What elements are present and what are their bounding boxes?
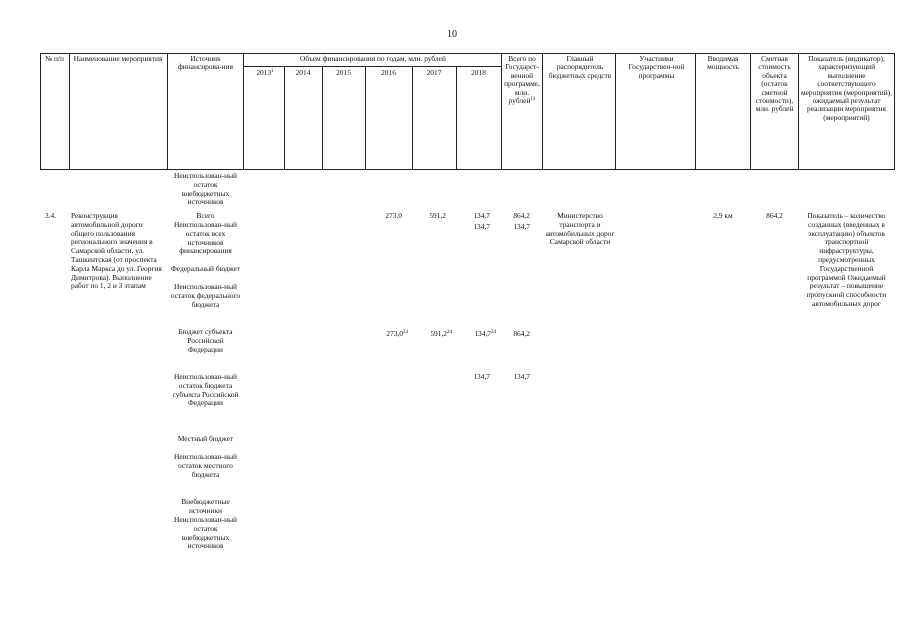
header-source: Источник финансирова-ния xyxy=(177,54,233,72)
header-capacity: Вводимая мощность xyxy=(707,54,739,72)
header-participants: Участники Государствен-ной программы xyxy=(628,54,685,80)
header-year-2016: 2016 xyxy=(381,68,396,77)
row-capacity: 2,9 км xyxy=(713,211,733,220)
source-label-unused-local: Неиспользован-ный остаток местного бюджета xyxy=(173,452,237,479)
source-label-extrabudget: Внебюджетные источники xyxy=(181,497,230,515)
source-label-local: Местный бюджет xyxy=(177,434,234,443)
value-unused-regional-2018: 134,7 xyxy=(473,372,490,381)
source-label-unused-extrabudget: Неиспользован-ный остаток внебюджетных источников xyxy=(173,515,237,551)
source-label-total: Всего xyxy=(196,211,215,220)
value-total-2017: 591,2 xyxy=(429,211,446,220)
value-regional-program: 864,2 xyxy=(513,329,530,338)
header-distributor: Главный распорядитель бюджетных средств xyxy=(548,54,612,80)
source-label-unused-regional: Неиспользован-ный остаток бюджета субъекта Российской Федерации xyxy=(172,372,239,408)
source-label-unused-federal: Неиспользован-ный остаток федерального бюджета xyxy=(170,282,241,309)
value-total-2016: 273,0 xyxy=(385,211,402,220)
value-total-program: 864,2 xyxy=(513,211,530,220)
header-indicator: Показатель (индикатор), характеризующий выполнение соответствующего мероприятия (мероприятий), ожидаемый результат реализации мероприятия (мероприятий) xyxy=(800,54,893,122)
value-regional-2016: 273,0$^{24}$ xyxy=(386,329,408,338)
value-unused-regional-program: 134,7 xyxy=(513,372,530,381)
value-unused-all-program: 134,7 xyxy=(513,222,530,231)
row-distributor: Министерство транспорта и автомобильных дорог Самарской области xyxy=(545,211,615,247)
header-year-2013: 2013$^1$ xyxy=(256,68,274,77)
header-year-2015: 2015 xyxy=(336,68,351,77)
source-label-regional: Бюджет субъекта Российской Федерации xyxy=(178,327,233,354)
row-name: Реконструкция автомобильной дороги общего пользования регионального значения в Самарской области, ул. Ташкентская (от проспекта Карла Маркса до ул. Георгия Димитрова). Выполнение работ по 1, 2 и 3 этапам xyxy=(71,211,162,291)
source-label-federal: Федеральный бюджет xyxy=(170,264,241,273)
header-cost: Сметная стоимость объекта (остаток сметной стоимости), млн. рублей xyxy=(755,54,794,114)
row-indicator: Показатель – количество созданных (введенных в эксплуатацию) объектов транспортной инфраструктуры, предусмотренных Государственной программой Ожидаемый результат – повышение пропускной способности автомобильных дорог xyxy=(806,211,887,308)
header-year-2018: 2018 xyxy=(471,68,486,77)
header-name: Наименование мероприятия xyxy=(73,54,163,63)
value-regional-2018: 134,7$^{24}$ xyxy=(474,329,496,338)
header-year-2014: 2014 xyxy=(295,68,311,77)
row-cost: 864,2 xyxy=(766,211,783,220)
value-unused-all-2018: 134,7 xyxy=(473,222,490,231)
value-regional-2017: 591,2$^{24}$ xyxy=(430,329,452,338)
row-number: 3.4. xyxy=(45,211,57,220)
source-label-unused-all: Неиспользован-ный остаток всех источников финансирования xyxy=(173,220,237,256)
page-number: 10 xyxy=(447,29,457,40)
value-total-2018: 134,7 xyxy=(473,211,490,220)
header-funding: Объем финансирования по годам, млн. рублей xyxy=(300,54,446,63)
header-year-2017: 2017 xyxy=(426,68,442,77)
header-num: № п/п xyxy=(45,54,64,63)
carryover-source-label: Неиспользован-ный остаток внебюджетных источников xyxy=(173,171,237,207)
header-total: Всего по Государст-венной программе, млн. рублей$^{13}$ xyxy=(504,54,540,106)
